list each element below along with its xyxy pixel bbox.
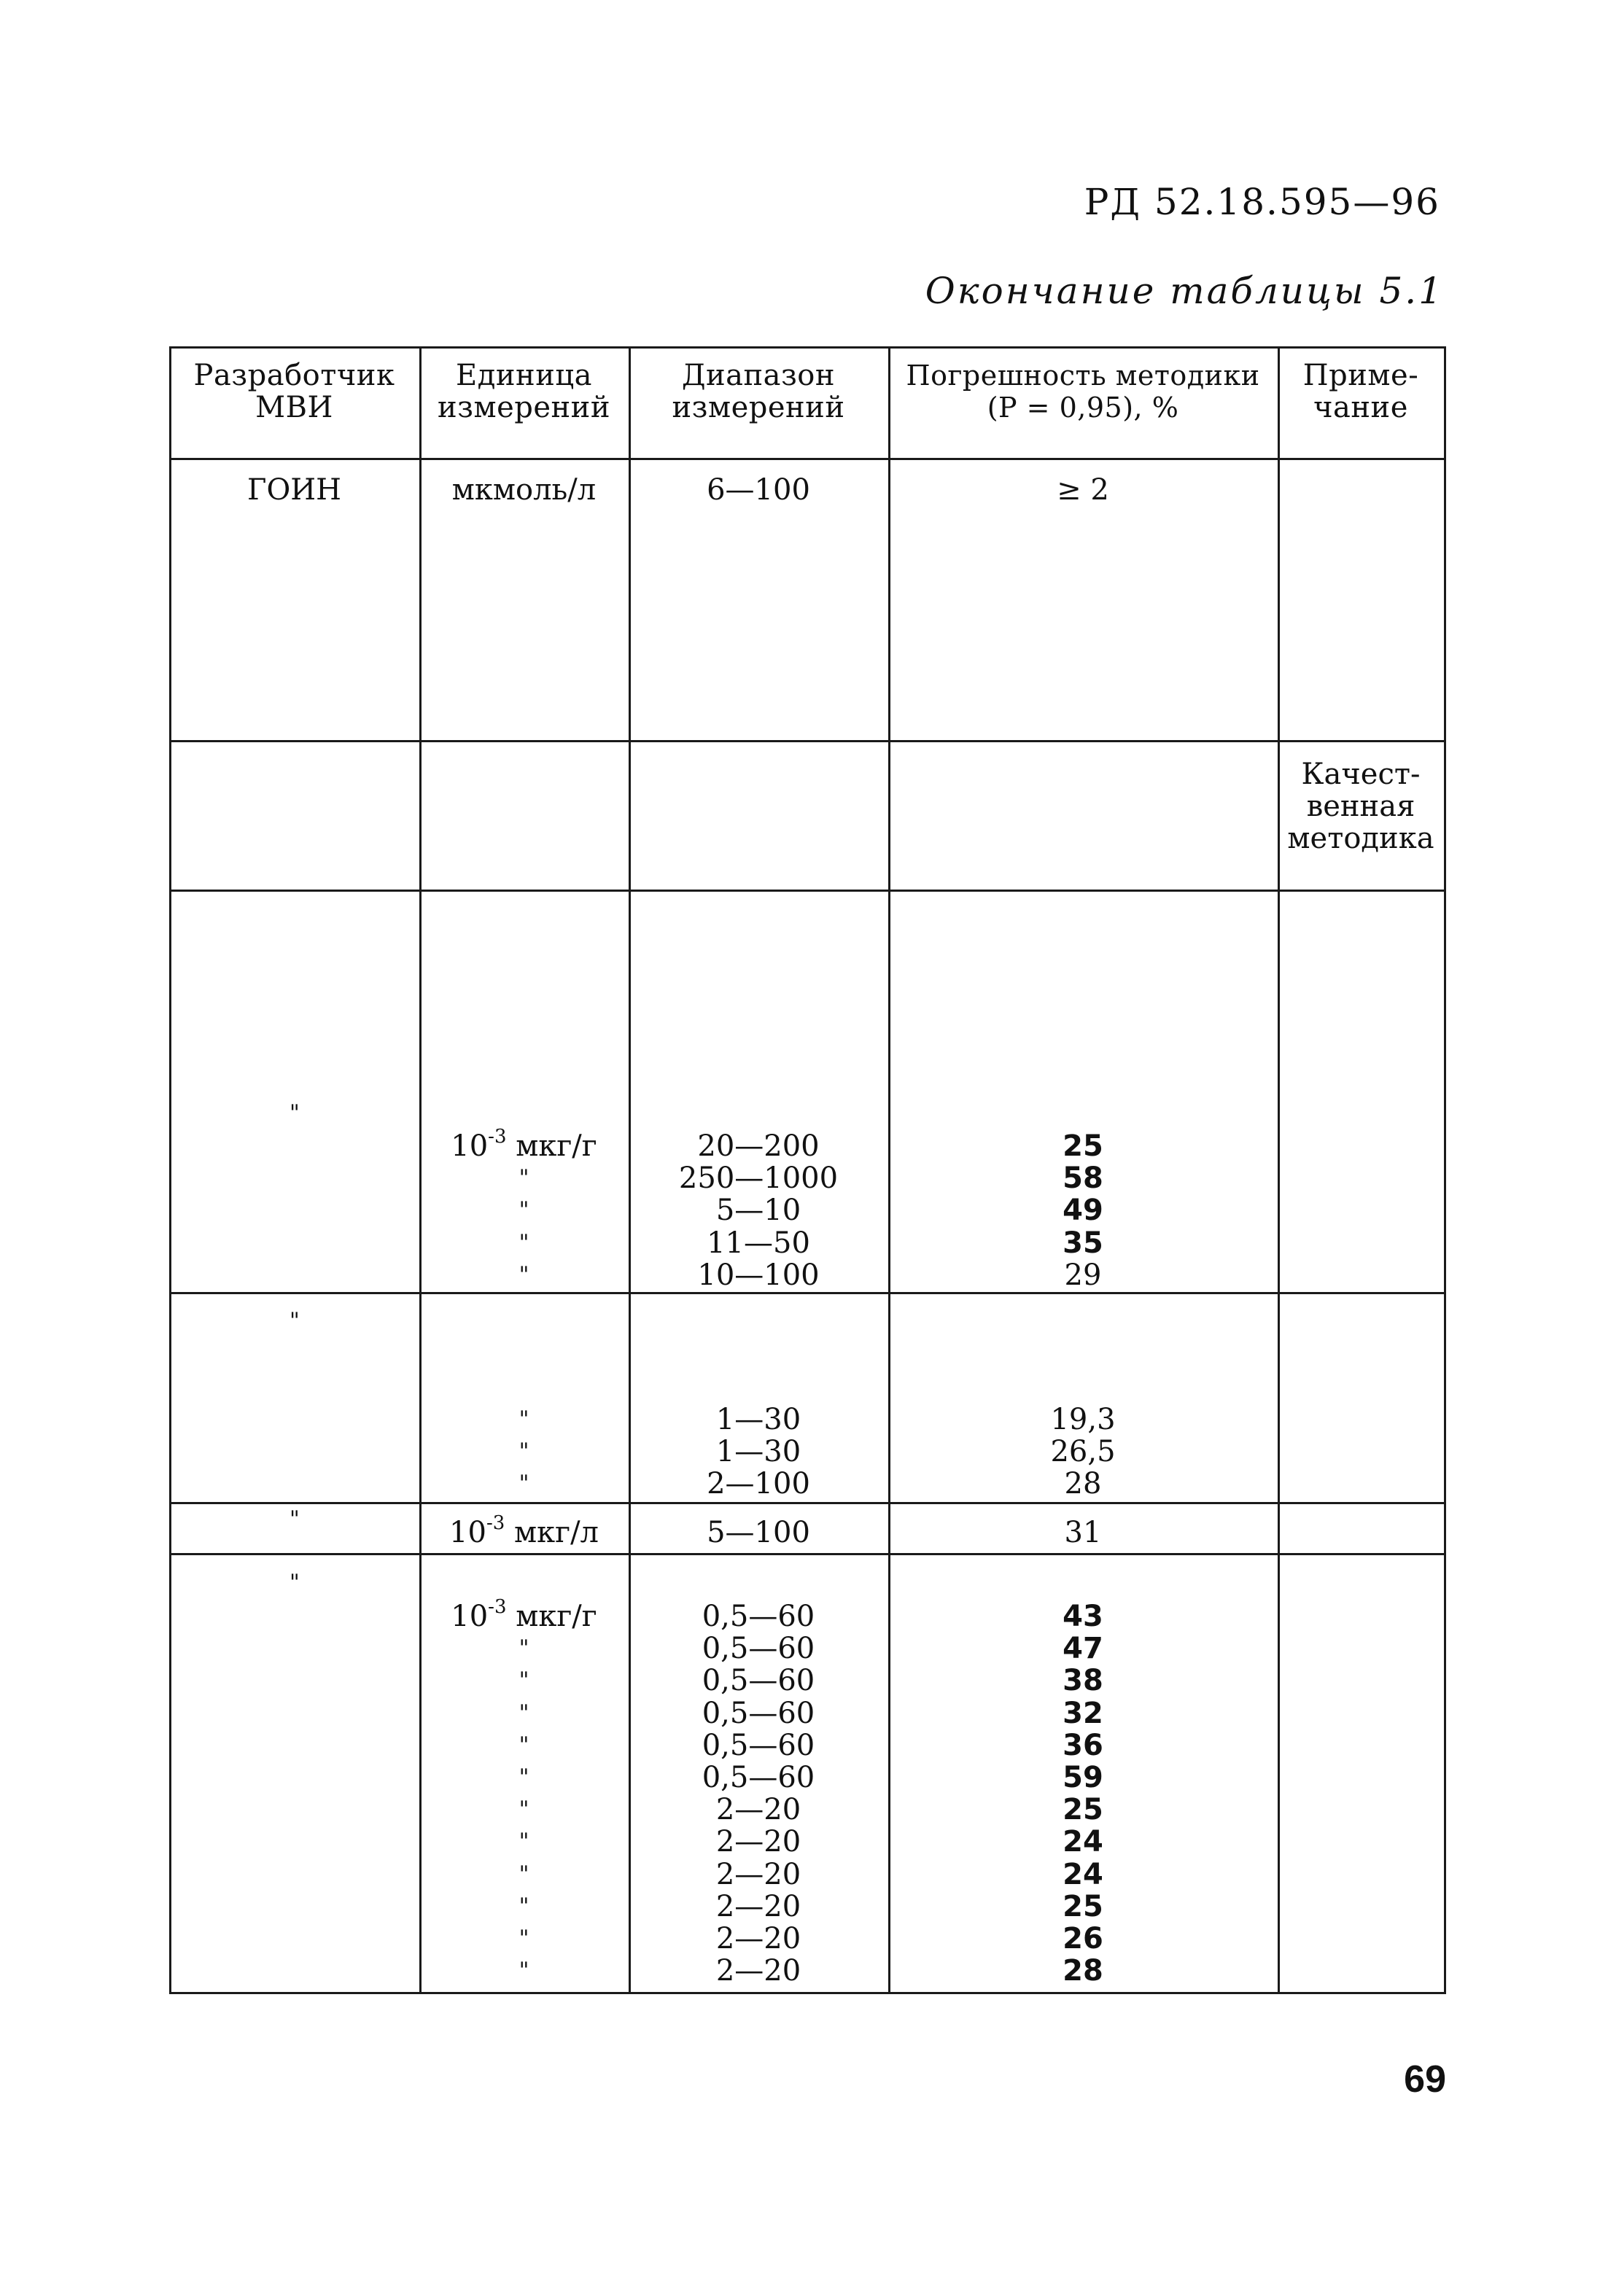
- cell-units: ": [518, 1261, 529, 1288]
- cell-ranges: 11—50: [707, 1226, 810, 1260]
- cell-errors: 25: [1063, 1889, 1103, 1923]
- cell-ranges: 0,5—60: [702, 1696, 815, 1730]
- cell-units: ": [518, 1829, 529, 1855]
- cell-note: Качест- венная методика: [1287, 758, 1434, 855]
- cell-units: мкмоль/л: [451, 473, 597, 507]
- cell-units: $10^{-3}$ мкг/г: [451, 1126, 597, 1163]
- cell-errors: 24: [1063, 1825, 1103, 1859]
- cell-errors: 49: [1063, 1194, 1103, 1228]
- column-header: Разработчик МВИ: [193, 359, 395, 424]
- cell-units: ": [518, 1406, 529, 1432]
- cell-errors: 35: [1063, 1226, 1103, 1260]
- cell-units: ": [518, 1797, 529, 1823]
- row-bottom-border: [169, 1502, 1446, 1504]
- cell-errors: 43: [1063, 1600, 1103, 1633]
- cell-ranges: 2—20: [715, 1889, 801, 1923]
- cell-units: ": [518, 1439, 529, 1465]
- cell-ranges: 1—30: [715, 1435, 801, 1469]
- table-outer-border: [169, 346, 171, 1994]
- cell-errors: 29: [1064, 1258, 1102, 1292]
- cell-ranges: 0,5—60: [702, 1664, 815, 1698]
- cell-developer: ": [290, 1308, 300, 1334]
- cell-errors: 58: [1063, 1161, 1103, 1196]
- row-bottom-border: [169, 1992, 1446, 1994]
- cell-units: ": [518, 1229, 529, 1256]
- row-bottom-border: [169, 1292, 1446, 1294]
- cell-units: ": [518, 1635, 529, 1662]
- cell-errors: 59: [1063, 1761, 1103, 1794]
- cell-errors: 47: [1063, 1632, 1103, 1666]
- cell-units: ": [518, 1893, 529, 1919]
- column-header: Единица измерений: [437, 359, 611, 424]
- cell-ranges: 2—20: [715, 1857, 801, 1891]
- column-header: Погрешность методики (Р = 0,95), %: [906, 359, 1260, 424]
- document-code: РД 52.18.595—96: [1084, 181, 1440, 223]
- cell-units: $10^{-3}$ мкг/л: [449, 1512, 599, 1549]
- cell-ranges: 0,5—60: [702, 1728, 815, 1762]
- cell-errors: 24: [1063, 1857, 1103, 1891]
- cell-units: ": [518, 1471, 529, 1497]
- cell-ranges: 2—20: [715, 1793, 801, 1827]
- cell-errors: 28: [1063, 1954, 1103, 1988]
- cell-developer: ": [290, 1506, 300, 1532]
- cell-errors: 32: [1063, 1696, 1103, 1730]
- cell-ranges: 0,5—60: [702, 1632, 815, 1666]
- cell-errors: 28: [1064, 1467, 1102, 1501]
- cell-ranges: 2—20: [715, 1825, 801, 1859]
- cell-ranges: 2—20: [715, 1954, 801, 1988]
- cell-units: ": [518, 1926, 529, 1951]
- page-number: 69: [1404, 2058, 1446, 2101]
- cell-ranges: 0,5—60: [702, 1600, 815, 1633]
- cell-errors: 26: [1063, 1922, 1103, 1956]
- cell-errors: 26,5: [1050, 1435, 1116, 1469]
- cell-ranges: 5—10: [715, 1194, 801, 1228]
- cell-units: ": [518, 1861, 529, 1887]
- cell-ranges: 2—20: [715, 1922, 801, 1956]
- table-outer-border: [1444, 346, 1446, 1994]
- cell-errors: 25: [1063, 1793, 1103, 1827]
- cell-developer: ": [290, 1570, 300, 1595]
- cell-ranges: 20—200: [697, 1129, 820, 1163]
- cell-errors: 19,3: [1050, 1403, 1116, 1436]
- cell-units: ": [518, 1958, 529, 1984]
- cell-developer: ": [290, 1100, 300, 1126]
- cell-units: ": [518, 1764, 529, 1790]
- cell-developer: ГОИН: [246, 473, 342, 507]
- cell-ranges: 5—100: [707, 1516, 810, 1549]
- cell-errors: 38: [1063, 1664, 1103, 1698]
- row-bottom-border: [169, 740, 1446, 742]
- cell-errors: 36: [1063, 1728, 1103, 1762]
- table-caption: Окончание таблицы 5.1: [925, 270, 1444, 312]
- cell-units: ": [518, 1732, 529, 1758]
- row-bottom-border: [169, 1553, 1446, 1555]
- cell-ranges: 6—100: [707, 473, 810, 507]
- cell-ranges: 2—100: [707, 1467, 810, 1501]
- cell-ranges: 10—100: [697, 1258, 820, 1292]
- cell-errors: 25: [1063, 1129, 1103, 1163]
- header-bottom-border: [169, 458, 1444, 460]
- cell-units: ": [518, 1700, 529, 1726]
- cell-ranges: 250—1000: [678, 1161, 839, 1196]
- cell-units: $10^{-3}$ мкг/г: [451, 1596, 597, 1633]
- cell-units: ": [518, 1667, 529, 1694]
- cell-errors: ≥ 2: [1057, 473, 1109, 507]
- row-bottom-border: [169, 890, 1446, 892]
- cell-units: ": [518, 1165, 529, 1191]
- cell-ranges: 1—30: [715, 1403, 801, 1436]
- table-top-border: [169, 346, 1444, 349]
- column-header: Диапазон измерений: [672, 359, 845, 424]
- cell-units: ": [518, 1197, 529, 1223]
- cell-errors: 31: [1064, 1516, 1102, 1549]
- cell-ranges: 0,5—60: [702, 1761, 815, 1794]
- column-divider: [1278, 346, 1280, 1994]
- column-header: Приме- чание: [1302, 359, 1419, 424]
